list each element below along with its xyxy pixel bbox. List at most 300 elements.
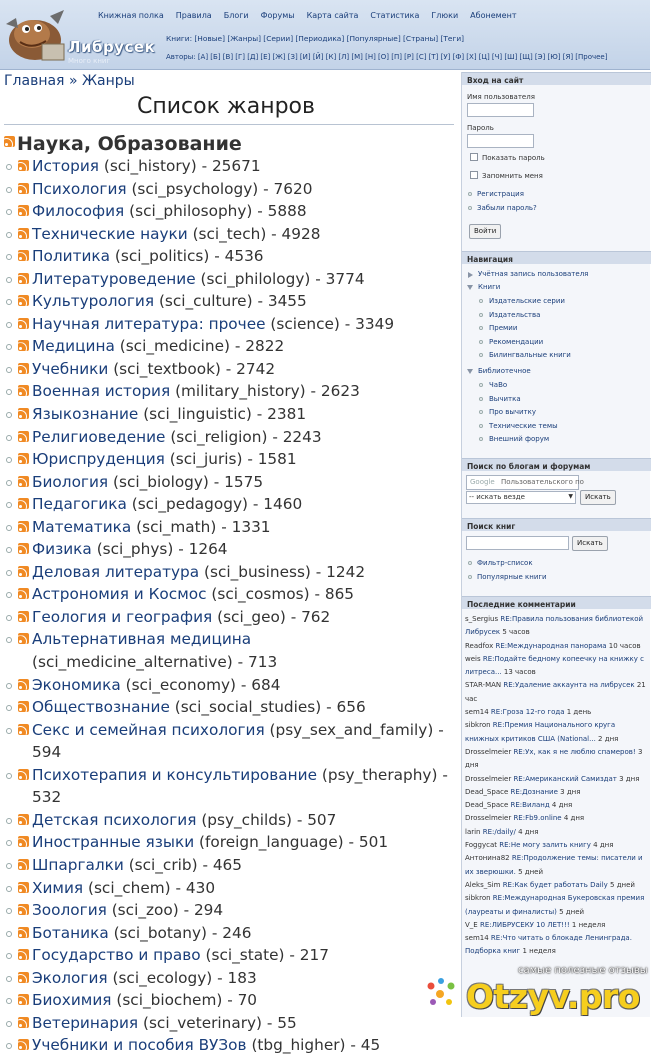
genre-item bbox=[6, 922, 454, 945]
remember-me-label: Запомнить меня bbox=[482, 172, 543, 180]
bullet-icon bbox=[6, 818, 12, 824]
rss-icon[interactable] bbox=[18, 769, 29, 780]
rss-icon[interactable] bbox=[18, 994, 29, 1005]
nav-subscription[interactable]: Абонемент bbox=[470, 11, 517, 20]
genre-link[interactable]: Зоология bbox=[32, 901, 107, 920]
comment-item bbox=[465, 773, 651, 786]
comment-link[interactable]: RE:Что читать о блокаде Ленинграда. Подборка книг bbox=[465, 934, 632, 956]
rss-icon[interactable] bbox=[18, 724, 29, 735]
comment-link[interactable]: RE:/daily/ bbox=[482, 827, 516, 836]
genre-link[interactable]: Языкознание bbox=[32, 405, 139, 424]
comment-user[interactable]: Foggycat bbox=[465, 841, 497, 850]
rss-icon[interactable] bbox=[18, 836, 29, 847]
comment-link[interactable]: RE:Гроза 12-го года bbox=[490, 708, 565, 717]
genre-count: - 2623 bbox=[310, 382, 360, 401]
comment-user[interactable]: sem14 bbox=[465, 934, 489, 943]
genre-item bbox=[6, 764, 454, 809]
bullet-icon bbox=[6, 254, 12, 260]
nav-books[interactable]: Книги bbox=[478, 283, 501, 291]
rss-icon[interactable] bbox=[18, 611, 29, 622]
genre-link[interactable]: Математика bbox=[32, 517, 132, 536]
rss-icon[interactable] bbox=[18, 543, 29, 554]
genre-link[interactable]: Литературоведение bbox=[32, 269, 196, 288]
rss-icon[interactable] bbox=[18, 814, 29, 825]
watermark-logo-text: Otzyv.pro bbox=[466, 977, 640, 1016]
book-search-input[interactable] bbox=[466, 536, 569, 550]
bullet-icon bbox=[468, 192, 472, 196]
genre-count: - 2381 bbox=[256, 405, 307, 424]
genre-item bbox=[6, 877, 454, 900]
comment-user[interactable]: Dead_Space bbox=[465, 787, 509, 796]
genre-item bbox=[6, 989, 454, 1012]
rss-icon[interactable] bbox=[4, 136, 15, 147]
bullet-icon bbox=[6, 435, 12, 441]
rss-icon[interactable] bbox=[18, 160, 29, 171]
comment-link[interactable]: RE:Не могу залить книгу bbox=[499, 841, 591, 850]
show-password-checkbox[interactable] bbox=[470, 153, 478, 161]
rss-icon[interactable] bbox=[18, 882, 29, 893]
genre-link[interactable]: Ветеринария bbox=[32, 1013, 139, 1032]
genre-count: - 25671 bbox=[201, 157, 261, 175]
genre-code: (sci_geo) bbox=[217, 607, 286, 626]
book-search-button[interactable]: Искать bbox=[572, 536, 608, 551]
genre-code: (sci_zoo) bbox=[111, 901, 179, 920]
blog-search-input[interactable] bbox=[466, 475, 584, 490]
nav-sub-item[interactable]: Издательства bbox=[489, 310, 541, 319]
rss-icon[interactable] bbox=[18, 385, 29, 396]
genre-code: (sci_phys) bbox=[96, 540, 174, 559]
comment-user[interactable]: s_Sergius bbox=[465, 615, 499, 623]
genre-count: - 3455 bbox=[257, 292, 307, 311]
genre-count: - 2822 bbox=[234, 337, 285, 356]
comment-age: 3 дня bbox=[560, 787, 581, 796]
bullet-icon bbox=[6, 412, 12, 418]
genre-code: (sci_philosophy) bbox=[129, 202, 253, 221]
rss-icon[interactable] bbox=[18, 701, 29, 712]
genre-code: (sci_psychology) bbox=[131, 179, 259, 198]
comment-link[interactable]: RE:Виланд bbox=[510, 801, 550, 810]
rss-icon[interactable] bbox=[18, 476, 29, 487]
comment-item bbox=[465, 826, 651, 839]
rss-icon[interactable] bbox=[18, 453, 29, 464]
nav-sub-item[interactable]: Билингвальные книги bbox=[489, 351, 571, 359]
rss-icon[interactable] bbox=[18, 318, 29, 329]
genre-link[interactable]: Экономика bbox=[32, 675, 121, 694]
rss-icon[interactable] bbox=[18, 250, 29, 261]
comment-age: 10 часов bbox=[608, 641, 641, 650]
rss-icon[interactable] bbox=[18, 363, 29, 374]
rss-icon[interactable] bbox=[18, 679, 29, 690]
bullet-icon bbox=[479, 313, 483, 317]
password-label: Пароль bbox=[467, 124, 494, 132]
genre-item bbox=[6, 358, 454, 381]
genre-count: - 1581 bbox=[247, 450, 297, 469]
genre-count: - 1460 bbox=[252, 495, 303, 514]
breadcrumb-current[interactable]: Жанры bbox=[81, 73, 135, 89]
genre-item bbox=[6, 290, 454, 313]
genre-code: (sci_state) bbox=[205, 946, 285, 965]
bullet-icon bbox=[479, 353, 483, 357]
genre-link[interactable]: Альтернативная медицина bbox=[32, 630, 252, 649]
comment-user[interactable]: Drosselmeier bbox=[465, 747, 512, 756]
genre-link[interactable]: Иностранные языки bbox=[32, 833, 195, 852]
page-title: Список жанров bbox=[137, 94, 315, 119]
bullet-icon bbox=[6, 1043, 12, 1049]
genre-code: (military_history) bbox=[175, 382, 306, 401]
genre-count: - 3349 bbox=[344, 314, 395, 333]
genre-link[interactable]: Экология bbox=[32, 968, 108, 987]
comment-age: 2 дня bbox=[598, 734, 619, 743]
comment-link[interactable]: RE:Удаление аккаунта на либрусек bbox=[503, 681, 635, 690]
genre-item bbox=[6, 967, 454, 990]
nav-sub-item[interactable]: ЧаВо bbox=[489, 381, 508, 389]
comment-user[interactable]: Drosselmeier bbox=[465, 814, 512, 823]
comment-link[interactable]: RE:Международная панорама bbox=[495, 641, 607, 650]
genre-count: - 217 bbox=[289, 946, 329, 965]
login-button[interactable]: Войти bbox=[469, 224, 501, 239]
genre-count: - 1331 bbox=[221, 517, 271, 536]
genre-count: - 2742 bbox=[225, 359, 276, 378]
genre-link[interactable]: Педагогика bbox=[32, 495, 127, 514]
register-link[interactable]: Регистрация bbox=[477, 190, 524, 198]
comment-age: 13 часов bbox=[503, 668, 536, 677]
rss-icon[interactable] bbox=[18, 228, 29, 239]
comment-link[interactable]: RE:Продолжение темы: писатели и их зверюшки. bbox=[465, 854, 643, 876]
genre-code: (sci_philology) bbox=[200, 269, 311, 288]
genre-code: (sci_pedagogy) bbox=[131, 495, 248, 514]
rss-icon[interactable] bbox=[18, 183, 29, 194]
genre-link[interactable]: Биология bbox=[32, 472, 109, 491]
comment-age: 4 дня bbox=[518, 827, 539, 836]
genre-link[interactable]: Биохимия bbox=[32, 991, 112, 1010]
comment-user[interactable]: sibkron bbox=[465, 894, 491, 903]
google-logo: Google bbox=[470, 478, 495, 486]
genre-item bbox=[6, 944, 454, 967]
comment-age: 3 дня bbox=[619, 774, 640, 783]
bullet-icon bbox=[468, 561, 472, 565]
comment-user[interactable]: Readfox bbox=[465, 641, 494, 650]
nav-account[interactable]: Учётная запись пользователя bbox=[478, 270, 589, 278]
genre-code: (sci_juris) bbox=[169, 450, 243, 469]
comment-age: 4 дня bbox=[551, 801, 573, 810]
comment-user[interactable]: Aleks_Sim bbox=[465, 880, 501, 889]
bullet-icon bbox=[479, 424, 483, 428]
bullet-icon bbox=[6, 728, 12, 734]
genre-link[interactable]: Геология и география bbox=[32, 607, 213, 626]
genre-count: - 55 bbox=[266, 1013, 297, 1032]
rss-icon[interactable] bbox=[18, 1017, 29, 1028]
genre-count: - 183 bbox=[217, 968, 257, 987]
rss-icon[interactable] bbox=[18, 633, 29, 644]
genre-count: - 3774 bbox=[315, 269, 365, 288]
genre-code: (sci_medicine) bbox=[119, 337, 230, 356]
comment-item bbox=[465, 679, 651, 706]
comment-item bbox=[465, 799, 651, 812]
genre-code: (psy_childs) bbox=[201, 810, 292, 829]
genre-link[interactable]: Физика bbox=[32, 540, 92, 559]
genre-code: (sci_politics) bbox=[114, 247, 210, 266]
genre-item bbox=[6, 854, 454, 877]
bullet-icon bbox=[6, 705, 12, 711]
genre-code: (sci_math) bbox=[136, 517, 217, 536]
triangle-down-icon bbox=[467, 285, 473, 290]
filter-list-link[interactable]: Фильтр-список bbox=[477, 559, 533, 567]
section-title[interactable]: Наука, Образование bbox=[17, 133, 242, 155]
comment-user[interactable]: STAR-MAN bbox=[465, 681, 502, 690]
genre-item bbox=[6, 448, 454, 471]
genre-link[interactable]: Политика bbox=[32, 247, 111, 266]
breadcrumb-home[interactable]: Главная bbox=[4, 73, 65, 89]
comment-link[interactable]: RE:Дознание bbox=[510, 787, 558, 796]
bullet-icon bbox=[6, 683, 12, 689]
rss-icon[interactable] bbox=[18, 295, 29, 306]
rss-icon[interactable] bbox=[18, 273, 29, 284]
genre-count: - 4928 bbox=[271, 224, 321, 243]
comment-user[interactable]: sibkron bbox=[465, 721, 491, 730]
bullet-icon bbox=[6, 480, 12, 486]
comment-user[interactable]: larin bbox=[465, 827, 481, 836]
genre-item bbox=[6, 606, 454, 629]
genre-code: (science) bbox=[270, 314, 340, 333]
rss-icon[interactable] bbox=[18, 859, 29, 870]
genre-link[interactable]: Учебники bbox=[32, 359, 109, 378]
genre-item bbox=[6, 583, 454, 606]
bullet-icon bbox=[468, 575, 472, 579]
genre-item bbox=[6, 674, 454, 697]
blog-search-button[interactable]: Искать bbox=[580, 490, 616, 505]
genre-count: - 45 bbox=[350, 1036, 381, 1055]
comment-user[interactable]: weis bbox=[465, 654, 481, 663]
genre-count: - 656 bbox=[326, 698, 366, 717]
comment-item bbox=[465, 746, 651, 773]
bullet-icon bbox=[6, 322, 12, 328]
triangle-down-icon bbox=[467, 369, 473, 374]
comment-link[interactable]: RE:Американский Самиздат bbox=[513, 774, 617, 783]
bullet-icon bbox=[479, 383, 483, 387]
bullet-icon bbox=[6, 344, 12, 350]
genre-link[interactable]: Астрономия и Космос bbox=[32, 585, 207, 604]
genre-item bbox=[6, 200, 454, 223]
genre-item bbox=[6, 719, 454, 764]
blog-search-scope-select[interactable] bbox=[466, 491, 576, 504]
genre-code: (tbg_higher) bbox=[251, 1036, 346, 1055]
nav-blogs[interactable]: Блоги bbox=[223, 11, 249, 20]
rss-icon[interactable] bbox=[18, 205, 29, 216]
bullet-icon bbox=[6, 389, 12, 395]
genre-item bbox=[6, 628, 454, 673]
comment-user[interactable]: Drosselmeier bbox=[465, 774, 512, 783]
comment-user[interactable]: V_E bbox=[465, 920, 478, 929]
genre-count: - 465 bbox=[202, 855, 243, 874]
comment-link[interactable]: RE:ЛИБРУСЕКУ 10 ЛЕТ!!! bbox=[479, 920, 570, 929]
rss-icon[interactable] bbox=[18, 521, 29, 532]
genre-item bbox=[6, 1034, 454, 1057]
genre-link[interactable]: Психология bbox=[32, 179, 127, 198]
genre-link[interactable]: История bbox=[32, 157, 99, 175]
comment-item bbox=[465, 812, 651, 825]
comment-item bbox=[465, 919, 651, 932]
genre-code: (foreign_language) bbox=[199, 833, 344, 852]
comment-age: 4 дня bbox=[563, 814, 585, 823]
rss-icon[interactable] bbox=[18, 431, 29, 442]
password-input[interactable] bbox=[467, 134, 534, 148]
books-links[interactable]: Книги: [Новые] [Жанры] [Серии] [Периодика] [Популярные] [Страны] [Теги] bbox=[166, 34, 465, 43]
genre-link[interactable]: Психотерапия и консультирование bbox=[32, 765, 318, 784]
rss-icon[interactable] bbox=[18, 972, 29, 983]
bullet-icon bbox=[6, 637, 12, 643]
comment-age: 21 час bbox=[465, 681, 646, 703]
genre-link[interactable]: Ботаника bbox=[32, 923, 109, 942]
comment-age: 5 дней bbox=[559, 907, 585, 916]
genre-link[interactable]: Шпаргалки bbox=[32, 855, 124, 874]
genre-count: - 501 bbox=[348, 833, 389, 852]
genre-code: (sci_cosmos) bbox=[211, 585, 310, 604]
nav-sub-item[interactable]: Технические темы bbox=[489, 421, 558, 430]
genre-item bbox=[6, 178, 454, 201]
sidebar bbox=[461, 72, 650, 1017]
bullet-icon bbox=[479, 397, 483, 401]
forgot-password-link[interactable]: Забыли пароль? bbox=[477, 204, 537, 212]
breadcrumb bbox=[4, 73, 135, 89]
rss-icon[interactable] bbox=[18, 340, 29, 351]
comment-link[interactable]: RE:Ух, как я не люблю спамеров! bbox=[513, 747, 636, 756]
genre-link[interactable]: Медицина bbox=[32, 337, 115, 356]
nav-bookshelf[interactable]: Книжная полка bbox=[98, 11, 164, 20]
nav-bugs[interactable]: Глюки bbox=[431, 11, 459, 20]
bullet-icon bbox=[6, 976, 12, 982]
genre-link[interactable]: Военная история bbox=[32, 382, 171, 401]
rss-icon[interactable] bbox=[18, 927, 29, 938]
genre-item bbox=[6, 899, 454, 922]
bullet-icon bbox=[6, 908, 12, 914]
nav-sub-item[interactable]: Про вычитку bbox=[489, 408, 537, 416]
comment-item bbox=[465, 786, 651, 799]
genre-code: (sci_religion) bbox=[170, 427, 268, 446]
comment-age: 5 дней bbox=[518, 867, 544, 876]
genre-item bbox=[6, 516, 454, 539]
genre-link[interactable]: Учебники и пособия ВУЗов bbox=[32, 1036, 247, 1055]
rss-icon[interactable] bbox=[18, 588, 29, 599]
comments-block-title: Последние комментарии bbox=[462, 596, 651, 609]
genre-link[interactable]: Культурология bbox=[32, 292, 155, 311]
genre-count: - 762 bbox=[290, 607, 331, 626]
genre-list bbox=[6, 155, 454, 1057]
genre-link[interactable]: Детская психология bbox=[32, 810, 197, 829]
genre-link[interactable]: Религиоведение bbox=[32, 427, 166, 446]
genre-count: - 5888 bbox=[257, 202, 307, 221]
genre-count: - 430 bbox=[175, 878, 216, 897]
nav-rules[interactable]: Правила bbox=[175, 11, 212, 20]
nav-statistics[interactable]: Статистика bbox=[370, 11, 420, 20]
bullet-icon bbox=[6, 209, 12, 215]
rss-icon[interactable] bbox=[18, 566, 29, 577]
rss-icon[interactable] bbox=[18, 949, 29, 960]
genre-link[interactable]: Деловая литература bbox=[32, 562, 200, 581]
nav-sub-item[interactable]: Премии bbox=[489, 324, 518, 332]
nav-sitemap[interactable]: Карта сайта bbox=[306, 11, 359, 20]
watermark-caption: самые полезные отзывы bbox=[518, 965, 648, 976]
bullet-icon bbox=[6, 615, 12, 621]
nav-library[interactable]: Библиотечное bbox=[478, 367, 531, 375]
genre-count: - 246 bbox=[211, 923, 252, 942]
nav-sub-item[interactable]: Внешний форум bbox=[489, 435, 550, 443]
comment-age: 1 неделя bbox=[571, 920, 606, 929]
bullet-icon bbox=[6, 570, 12, 576]
bullet-icon bbox=[479, 299, 483, 303]
bullet-icon bbox=[6, 232, 12, 238]
logo-title[interactable]: Либрусек bbox=[68, 38, 156, 56]
username-input[interactable] bbox=[467, 103, 534, 117]
nav-forums[interactable]: Форумы bbox=[260, 11, 295, 20]
genre-item bbox=[6, 538, 454, 561]
comment-age: 5 дней bbox=[610, 880, 635, 889]
blog-search-placeholder: Пользовательского по bbox=[501, 478, 584, 486]
bullet-icon bbox=[468, 206, 472, 210]
comment-link[interactable]: RE:Правила пользования библиотекой Либрусек bbox=[465, 615, 644, 637]
rss-icon[interactable] bbox=[18, 498, 29, 509]
blog-search-block-title: Поиск по блогам и форумам bbox=[462, 458, 651, 471]
genre-link[interactable]: Технические науки bbox=[32, 224, 188, 243]
authors-alphabet[interactable]: Авторы: [А] [Б] [В] [Г] [Д] [Е] [Ж] [З] [И] [Й] [К] [Л] [М] [Н] [О] [П] [Р] [С] [Т] [У] [Ф] [Х] [Ц] [Ч] [Ш] [Щ] [Э] [Ю] [Я] [Прочее] bbox=[166, 53, 608, 61]
genre-link[interactable]: Обществознание bbox=[32, 698, 170, 717]
genre-link[interactable]: Химия bbox=[32, 878, 84, 897]
genre-link[interactable]: Государство и право bbox=[32, 946, 201, 965]
genre-link[interactable]: Философия bbox=[32, 202, 125, 221]
genre-code: (sci_social_studies) bbox=[174, 698, 322, 717]
bullet-icon bbox=[6, 931, 12, 937]
genre-code: (sci_business) bbox=[204, 562, 311, 581]
rss-icon[interactable] bbox=[18, 408, 29, 419]
recent-comments bbox=[465, 613, 651, 959]
remember-me-checkbox[interactable] bbox=[470, 171, 478, 179]
bullet-icon bbox=[6, 457, 12, 463]
nav-sub-item[interactable]: Рекомендации bbox=[489, 337, 544, 346]
rss-icon[interactable] bbox=[18, 1039, 29, 1050]
genre-item bbox=[6, 561, 454, 584]
rss-icon[interactable] bbox=[18, 904, 29, 915]
bullet-icon bbox=[6, 592, 12, 598]
bullet-icon bbox=[6, 367, 12, 373]
comment-item bbox=[465, 706, 651, 719]
genre-code: (sci_ecology) bbox=[112, 968, 213, 987]
comment-age: 1 день bbox=[566, 708, 592, 717]
comment-user[interactable]: Dead_Space bbox=[465, 801, 509, 810]
comment-user[interactable]: Антонина82 bbox=[465, 854, 510, 863]
nav-sub-item[interactable]: Вычитка bbox=[489, 394, 521, 403]
logo-mascot-icon[interactable] bbox=[2, 4, 68, 66]
genre-link[interactable]: Научная литература: прочее bbox=[32, 314, 266, 333]
genre-code: (psy_theraphy) bbox=[321, 765, 438, 784]
genre-item bbox=[6, 831, 454, 854]
comment-user[interactable]: sem14 bbox=[465, 708, 489, 717]
nav-sub-item[interactable]: Издательские серии bbox=[489, 297, 565, 305]
genre-link[interactable]: Секс и семейная психология bbox=[32, 720, 265, 739]
genre-link[interactable]: Юриспруденция bbox=[32, 450, 165, 469]
navigation-block-title: Навигация bbox=[462, 251, 651, 264]
genre-code: (sci_crib) bbox=[128, 855, 198, 874]
comment-link[interactable]: RE:Как будет работать Daily bbox=[502, 880, 608, 889]
popular-books-link[interactable]: Популярные книги bbox=[477, 573, 547, 581]
chevron-down-icon: ▼ bbox=[568, 493, 573, 500]
genre-count: - 594 bbox=[32, 720, 444, 762]
comment-link[interactable]: RE:Премия Национального круга книжных критиков США (National... bbox=[465, 721, 616, 743]
comment-item bbox=[465, 879, 651, 892]
main-content bbox=[0, 72, 458, 1055]
comment-link[interactable]: RE:Fb9.online bbox=[513, 814, 562, 823]
genre-code: (sci_botany) bbox=[113, 923, 207, 942]
comment-link[interactable]: RE:Международная Букеровская премия (лауреаты и финалисты) bbox=[465, 894, 645, 916]
comment-link[interactable]: RE:Подайте бедному копеечку на книжку с литреса... bbox=[465, 654, 644, 677]
